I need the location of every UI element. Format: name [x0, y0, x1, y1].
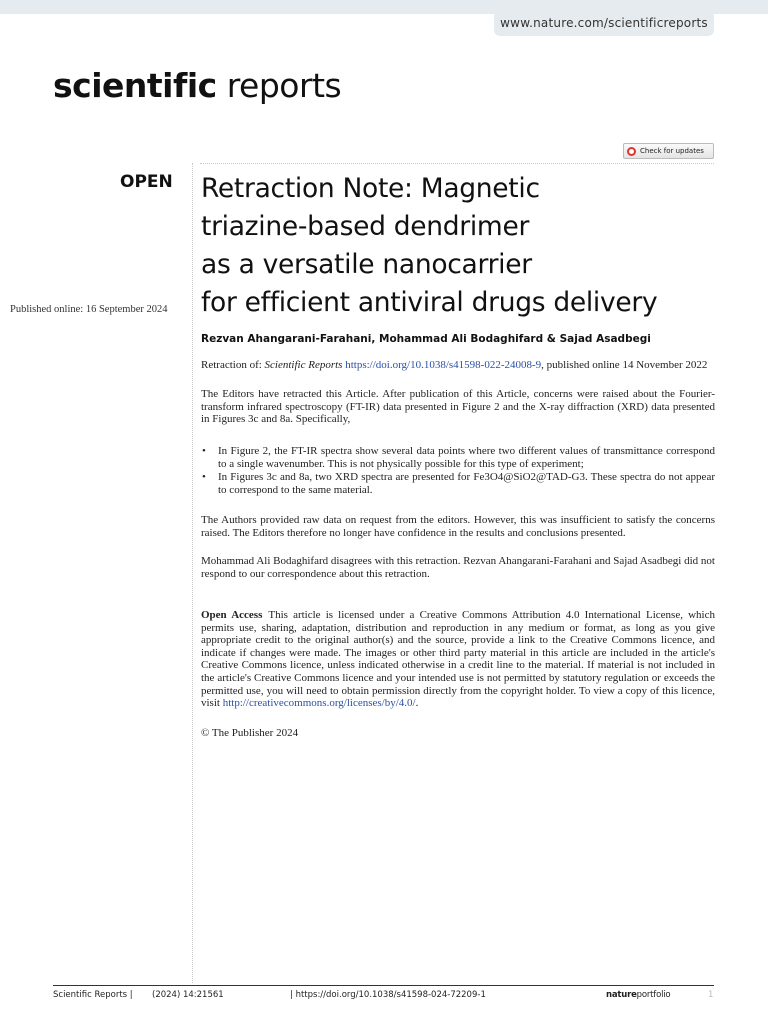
retraction-of-line — [201, 359, 707, 371]
retraction-paragraph-1: The Editors have retracted this Article. After publication of this Article, concerns were raised about the Fourier-transform infrared spectroscopy (FT-IR) data presented in Figure 2 and the X-ray diffraction (XRD) data presented in Figures 3c and 8a. Specifically, — [201, 388, 715, 426]
bullet-icon: • — [202, 445, 206, 457]
footer-doi[interactable]: | https://doi.org/10.1038/s41598-024-72209-1 — [290, 990, 486, 1000]
list-item-text: In Figures 3c and 8a, two XRD spectra are presented for Fe3O4@SiO2@TAD-G3. These spectra do not appear to correspond to the same material. — [218, 471, 715, 496]
bullet-icon: • — [202, 471, 206, 484]
published-online-date: Published online: 16 September 2024 — [10, 304, 168, 315]
crossmark-icon — [627, 147, 636, 156]
licence-link[interactable]: http://creativecommons.org/licenses/by/4.0/ — [222, 697, 416, 710]
journal-logo[interactable] — [53, 66, 341, 105]
open-access-text: This article is licensed under a Creative Commons Attribution 4.0 International License, which permits use, sharing, adaptation, distribution and reproduction in any medium or format, as long as you give appropriate credit to the original author(s) and the source, provide a link to the Creative Commons licence, and indicate if changes were made. The images or other third party material in this article are included in the article's Creative Commons licence, unless indicated otherwise in a credit line to the material. If material is not included in the article's Creative Commons licence and your intended use is not permitted by statutory regulation or exceeds the permitted use, you will need to obtain permission directly from the copyright holder. To view a copy of this licence, visit — [201, 609, 715, 710]
retraction-paragraph-3: Mohammad Ali Bodaghifard disagrees with this retraction. Rezvan Ahangarani-Farahani and Sajad Asadbegi did not respond to our correspondence about this retraction. — [201, 555, 715, 580]
open-access-heading: Open Access — [201, 609, 263, 621]
open-access-statement — [201, 609, 715, 710]
logo-reports: reports — [226, 66, 342, 105]
title-line: triazine-based dendrimer — [201, 211, 530, 242]
licence-end: . — [415, 697, 419, 710]
author-list: Rezvan Ahangarani-Farahani, Mohammad Ali Bodaghifard & Sajad Asadbegi — [201, 333, 651, 345]
open-access-label: OPEN — [120, 172, 173, 192]
journal-url[interactable]: www.nature.com/scientificreports — [494, 10, 714, 36]
retraction-paragraph-2: The Authors provided raw data on request from the editors. However, this was insufficient to satisfy the concerns raised. The Editors therefore no longer have confidence in the results and conclusions presented. — [201, 514, 715, 539]
page-number: 1 — [708, 990, 714, 1000]
retraction-of-suffix: , published online 14 November 2022 — [541, 359, 708, 371]
column-divider — [192, 163, 193, 983]
title-line: as a versatile nanocarrier — [201, 249, 532, 280]
footer-volume: (2024) 14:21561 — [152, 990, 224, 1000]
retraction-of-prefix: Retraction of: — [201, 359, 265, 371]
nature-portfolio-logo — [606, 990, 670, 1000]
list-item — [201, 471, 715, 496]
retraction-of-journal: Scientific Reports — [264, 359, 343, 371]
footer-divider — [53, 985, 714, 986]
title-line: for efficient antiviral drugs delivery — [201, 287, 658, 318]
list-item — [201, 445, 715, 470]
list-item-text: In Figure 2, the FT-IR spectra show several data points where two different values of transmittance correspond to a single wavenumber. This is not physically possible for this type of experiment; — [218, 445, 715, 470]
copyright-notice: © The Publisher 2024 — [201, 727, 299, 739]
footer-journal: Scientific Reports | — [53, 990, 133, 1000]
logo-portfolio: portfolio — [636, 990, 671, 1000]
concerns-list — [201, 445, 715, 497]
check-for-updates-label: Check for updates — [640, 147, 704, 155]
check-for-updates-button[interactable] — [623, 143, 714, 159]
title-line: Retraction Note: Magnetic — [201, 173, 540, 204]
logo-nature: nature — [606, 990, 637, 1000]
logo-scientific: scientific — [53, 66, 217, 105]
original-article-doi-link[interactable]: https://doi.org/10.1038/s41598-022-24008-9 — [345, 359, 542, 371]
article-title — [201, 170, 741, 322]
header-divider — [200, 163, 714, 164]
